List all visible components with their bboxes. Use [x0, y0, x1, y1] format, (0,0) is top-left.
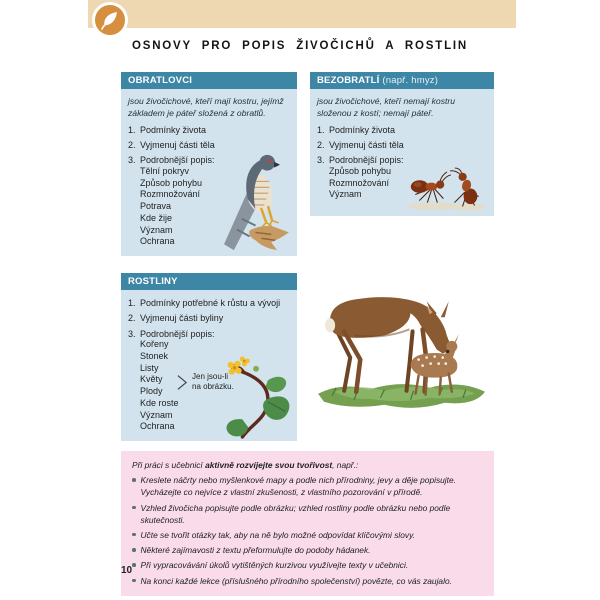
sub-item: Tělní pokryv [140, 166, 190, 177]
bullet-icon [132, 579, 136, 583]
list-item [317, 125, 487, 136]
tip-item [132, 529, 485, 541]
bullet-icon [132, 548, 136, 552]
tips-intro-prefix: Při práci s učebnicí [132, 460, 206, 470]
sub-item: Kde žije [140, 212, 173, 223]
leaf-icon [98, 8, 122, 32]
bullet-icon [132, 506, 136, 510]
tip-item [132, 544, 485, 556]
sub-item: Stonek [140, 351, 169, 362]
sub-item: Způsob pohybu [329, 166, 392, 177]
sub-item: Význam [140, 224, 173, 235]
sub-item: Plody [140, 386, 163, 397]
obratlovci-body [121, 89, 297, 256]
top-banner [88, 0, 516, 28]
obratlovci-intro: jsou živočichové, kteří mají kostru, jejímž základem je páteř složená z obratlů. [128, 96, 284, 118]
page-title: OSNOVY PRO POPIS ŽIVOČICHŮ A ROSTLIN [131, 40, 469, 52]
tip-item [132, 559, 485, 571]
item-number: 2. [128, 313, 136, 324]
item-text: Podrobnější popis: [140, 328, 215, 339]
sub-item: Listy [140, 362, 159, 373]
sub-item: Význam [329, 189, 362, 200]
section-rostliny [121, 273, 297, 441]
hawk-illustration [212, 148, 296, 256]
bezobratli-body [310, 89, 494, 216]
plant-illustration [219, 355, 295, 441]
bezobratli-intro: jsou živočichové, kteří nemají kostru složenou z kostí; nemají páteř. [317, 96, 456, 118]
bullet-icon [132, 563, 136, 567]
note-line: na obrázku. [192, 382, 234, 391]
sub-item: Květy [140, 374, 163, 385]
rostliny-header-label: ROSTLINY [128, 276, 178, 287]
leaf-badge [92, 2, 128, 38]
list-item [128, 313, 290, 324]
brace-icon [177, 374, 188, 391]
item-number: 1. [128, 124, 136, 135]
tips-list [132, 474, 485, 587]
bezobratli-header [310, 72, 494, 89]
rostliny-header [121, 273, 297, 290]
list-item [128, 329, 290, 340]
tip-text: Kreslete náčrty nebo myšlenkové mapy a podle nich přírodniny, jevy a děje popisujte. Vycházejte co nejvíce z vlastní zkušenosti, z vlastního pozorování v přírodě. [140, 475, 456, 498]
sub-item: Potrava [140, 201, 172, 212]
tip-text: Při vypracovávání úkolů vytištěných kurzivou využívejte texty v učebnici. [140, 560, 409, 571]
sub-item: Rozmnožování [329, 177, 390, 188]
tips-intro-bold: aktivně rozvíjejte svou tvořivost [205, 460, 333, 470]
item-number: 3. [128, 155, 136, 166]
tips-intro-suffix: , např.: [332, 460, 359, 470]
sub-item: Ochrana [140, 236, 175, 247]
tips-intro [132, 459, 485, 471]
tip-text: Učte se tvořit otázky tak, aby na ně bylo možné odpovídat klíčovými slovy. [140, 529, 415, 540]
item-number: 3. [128, 328, 136, 339]
item-number: 1. [128, 298, 136, 308]
tip-item [132, 502, 485, 526]
section-bezobratli [310, 72, 494, 216]
sub-item: Kde roste [140, 397, 179, 408]
list-item [128, 125, 290, 136]
item-text: Podmínky života [329, 124, 396, 135]
bezobratli-header-label: BEZOBRATLÍ [317, 75, 380, 86]
note-line: Jen jsou-li [192, 372, 229, 381]
item-text: Vyjmenuj části těla [329, 140, 404, 151]
sub-item: Kořeny [140, 339, 169, 350]
item-text: Podmínky potřebné k růstu a vývoji [140, 298, 281, 308]
obratlovci-header-label: OBRATLOVCI [128, 75, 193, 86]
bullet-icon [132, 533, 136, 537]
rostliny-body [121, 290, 297, 441]
sub-item: Rozmnožování [140, 189, 201, 200]
item-text: Podmínky života [140, 124, 207, 135]
ants-illustration [404, 167, 490, 212]
tip-text: Na konci každé lekce (příslušného přírodního společenství) povězte, co vás zaujalo. [140, 575, 452, 586]
list-item [317, 140, 487, 151]
item-text: Podrobnější popis: [329, 155, 404, 166]
item-number: 3. [317, 155, 325, 166]
item-number: 1. [317, 124, 325, 135]
tip-text: Vzhled živočicha popisujte podle obrázku; vzhled rostliny podle obrázku nebo podle skutečnosti. [140, 502, 451, 525]
item-number: 2. [128, 140, 136, 151]
tip-item [132, 474, 485, 498]
tip-item [132, 575, 485, 587]
sub-item: Způsob pohybu [140, 177, 203, 188]
item-number: 2. [317, 140, 325, 151]
tips-box [121, 451, 494, 596]
bullet-icon [132, 478, 136, 482]
item-text: Podrobnější popis: [140, 155, 215, 166]
item-text: Vyjmenuj části těla [140, 140, 215, 151]
sub-item: Ochrana [140, 421, 175, 432]
list-item [128, 298, 290, 309]
tip-text: Některé zajímavosti z textu přeformulujte do podoby hádanek. [140, 545, 371, 556]
page-number: 10 [121, 565, 133, 576]
sub-item: Význam [140, 409, 173, 420]
deer-with-fawn-illustration [314, 287, 490, 418]
section-obratlovci [121, 72, 297, 256]
obratlovci-header [121, 72, 297, 89]
list-item [317, 155, 487, 166]
item-text: Vyjmenuj části byliny [140, 313, 224, 324]
bezobratli-header-note: (např. hmyz) [382, 75, 439, 86]
